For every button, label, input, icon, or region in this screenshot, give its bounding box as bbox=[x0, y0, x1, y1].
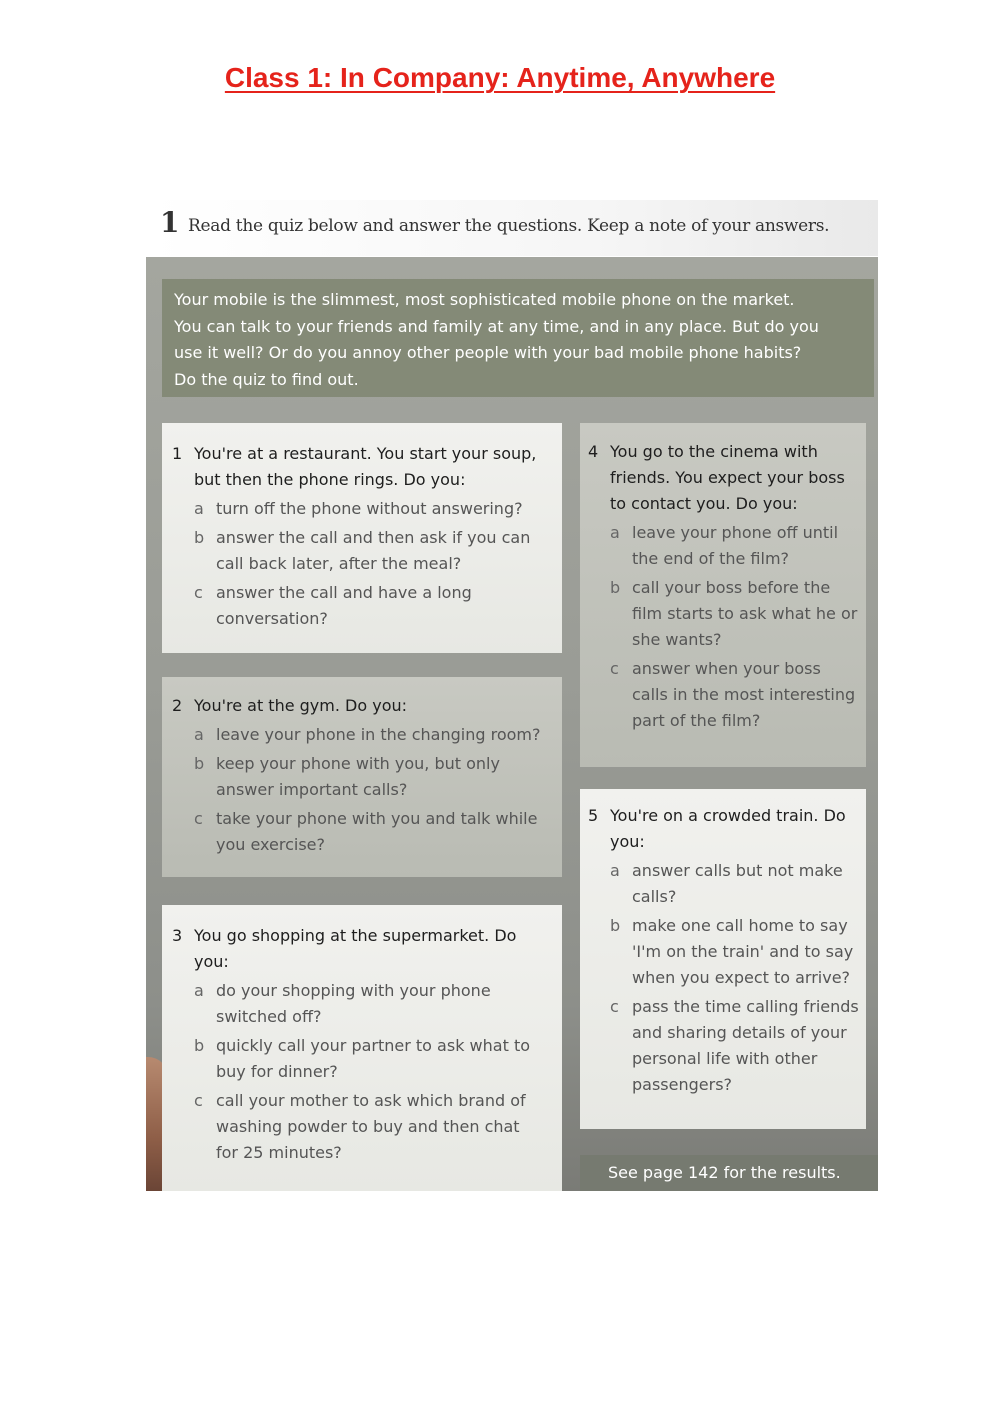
option-b[interactable]: b answer the call and then ask if you can call back later, after the meal? bbox=[194, 528, 531, 573]
option-b[interactable]: b quickly call your partner to ask what to buy for dinner? bbox=[194, 1036, 530, 1081]
question-number: 1 bbox=[172, 444, 183, 463]
question-number: 4 bbox=[588, 442, 599, 461]
intro-line: You can talk to your friends and family at any time, and in any place. But do you bbox=[174, 316, 819, 336]
page-title: Class 1: In Company: Anytime, Anywhere bbox=[224, 62, 776, 93]
option-b[interactable]: b make one call home to say 'I'm on the train' and to say when you expect to arrive? bbox=[610, 916, 854, 987]
option-c[interactable]: c pass the time calling friends and sharing details of your personal life with other passengers? bbox=[610, 997, 859, 1094]
question-4 bbox=[580, 423, 866, 767]
exercise-number: 1 bbox=[160, 206, 180, 239]
question-text: You go shopping at the supermarket. Do you: bbox=[194, 926, 517, 971]
option-a[interactable]: a leave your phone off until the end of the film? bbox=[610, 523, 839, 568]
question-text: You're at a restaurant. You start your soup, but then the phone rings. Do you: bbox=[194, 444, 537, 489]
option-a[interactable]: a do your shopping with your phone switched off? bbox=[194, 981, 491, 1026]
question-1 bbox=[162, 423, 562, 653]
question-text: You're on a crowded train. Do you: bbox=[610, 806, 846, 851]
option-a[interactable]: a turn off the phone without answering? bbox=[194, 499, 523, 518]
question-number: 2 bbox=[172, 696, 183, 715]
question-2 bbox=[162, 677, 562, 877]
question-number: 5 bbox=[588, 806, 599, 825]
question-text: You go to the cinema with friends. You expect your boss to contact you. Do you: bbox=[610, 442, 845, 513]
option-a[interactable]: a answer calls but not make calls? bbox=[610, 861, 843, 906]
exercise-instruction bbox=[150, 200, 878, 256]
option-c[interactable]: c answer when your boss calls in the most interesting part of the film? bbox=[610, 659, 856, 730]
option-b[interactable]: b keep your phone with you, but only answer important calls? bbox=[194, 754, 500, 799]
quiz-intro bbox=[162, 279, 874, 397]
option-c[interactable]: c answer the call and have a long conversation? bbox=[194, 583, 472, 628]
results-note: See page 142 for the results. bbox=[580, 1155, 878, 1191]
option-c[interactable]: c call your mother to ask which brand of washing powder to buy and then chat for 25 minutes? bbox=[194, 1091, 526, 1162]
question-5 bbox=[580, 789, 866, 1129]
question-number: 3 bbox=[172, 926, 183, 945]
instruction-text: Read the quiz below and answer the questions. Keep a note of your answers. bbox=[188, 216, 830, 236]
question-3 bbox=[162, 905, 562, 1191]
intro-line: Your mobile is the slimmest, most sophisticated mobile phone on the market. bbox=[174, 290, 795, 309]
intro-line: use it well? Or do you annoy other people with your bad mobile phone habits? bbox=[174, 343, 802, 362]
option-c[interactable]: c take your phone with you and talk while you exercise? bbox=[194, 809, 538, 854]
option-b[interactable]: b call your boss before the film starts to ask what he or she wants? bbox=[610, 578, 858, 649]
option-a[interactable]: a leave your phone in the changing room? bbox=[194, 725, 541, 744]
intro-line: Do the quiz to find out. bbox=[174, 369, 359, 389]
quiz-area bbox=[146, 257, 878, 1191]
question-text: You're at the gym. Do you: bbox=[194, 696, 408, 715]
